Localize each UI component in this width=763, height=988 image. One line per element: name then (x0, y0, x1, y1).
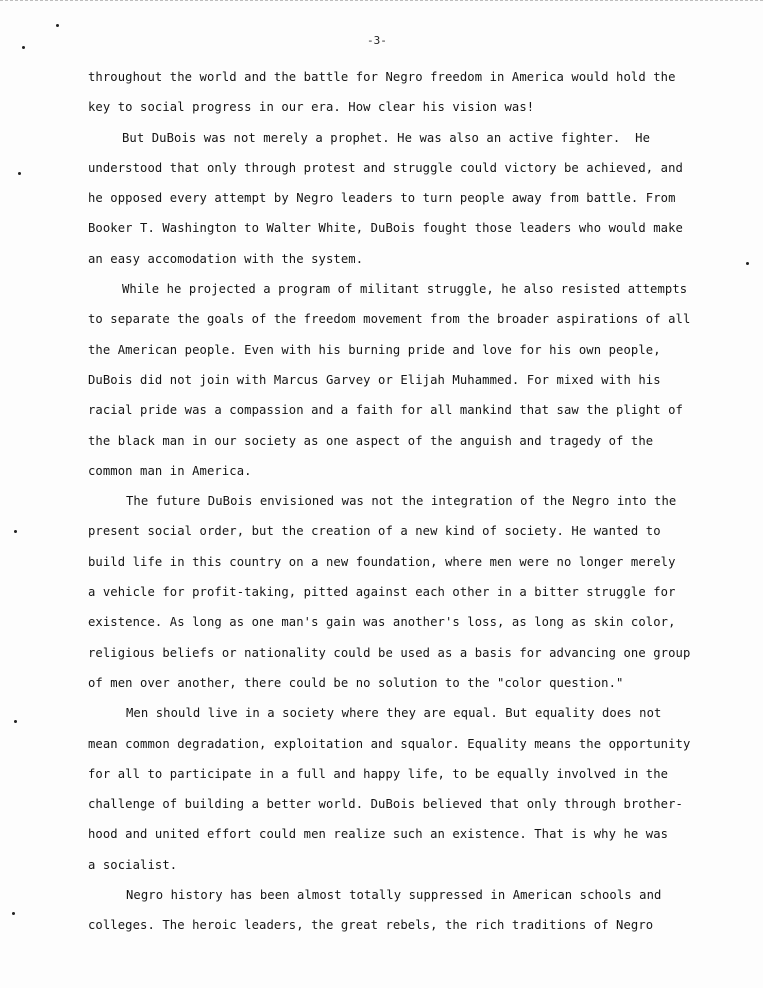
text-line: the American people. Even with his burning pride and love for his own people, (88, 342, 661, 357)
paragraph-first-line: Negro history has been almost totally suppressed in American schools and (126, 888, 662, 903)
body-text (88, 62, 728, 941)
paragraph-first-line: The future DuBois envisioned was not the integration of the Negro into the (126, 494, 677, 509)
text-line: a socialist. (88, 857, 178, 872)
scan-speck (14, 720, 17, 723)
scan-speck (56, 24, 59, 27)
page-number: -3- (367, 34, 387, 47)
text-line: mean common degradation, exploitation and squalor. Equality means the opportunity (88, 736, 691, 751)
text-line: challenge of building a better world. DuBois believed that only through brother- (88, 797, 683, 812)
text-line: hood and united effort could men realize such an existence. That is why he was (88, 827, 669, 842)
paragraph-first-line: While he projected a program of militant struggle, he also resisted attempts (122, 282, 688, 297)
text-line: understood that only through protest and struggle could victory be achieved, and (88, 160, 683, 175)
text-line: existence. As long as one man's gain was another's loss, as long as skin color, (88, 615, 676, 630)
scan-speck (18, 172, 21, 175)
text-line: he opposed every attempt by Negro leaders to turn people away from battle. From (88, 191, 676, 206)
text-line: key to social progress in our era. How clear his vision was! (88, 100, 535, 115)
text-line: a vehicle for profit-taking, pitted against each other in a bitter struggle for (88, 585, 676, 600)
paragraph-first-line: But DuBois was not merely a prophet. He was also an active fighter. He (122, 130, 651, 145)
text-line: throughout the world and the battle for Negro freedom in America would hold the (88, 70, 676, 84)
text-line: common man in America. (88, 463, 252, 478)
text-line: colleges. The heroic leaders, the great rebels, the rich traditions of Negro (88, 918, 654, 933)
text-line: build life in this country on a new foundation, where men were no longer merely (88, 554, 676, 569)
text-line: racial pride was a compassion and a faith for all mankind that saw the plight of (88, 403, 683, 418)
text-line: of men over another, there could be no solution to the "color question." (88, 675, 624, 690)
paragraph-first-line: Men should live in a society where they are equal. But equality does not (126, 706, 662, 721)
scan-speck (12, 912, 15, 915)
text-line: the black man in our society as one aspect of the anguish and tragedy of the (88, 433, 654, 448)
text-line: Booker T. Washington to Walter White, DuBois fought those leaders who would make (88, 221, 683, 236)
scan-speck (14, 530, 17, 533)
scan-speck (746, 262, 749, 265)
text-line: present social order, but the creation of a new kind of society. He wanted to (88, 524, 661, 539)
page-top-edge (0, 0, 763, 1)
text-line: to separate the goals of the freedom movement from the broader aspirations of all (88, 312, 691, 327)
text-line: an easy accomodation with the system. (88, 251, 364, 266)
text-line: religious beliefs or nationality could be used as a basis for advancing one group (88, 645, 691, 660)
text-line: for all to participate in a full and happy life, to be equally involved in the (88, 766, 669, 781)
text-line: DuBois did not join with Marcus Garvey or Elijah Muhammed. For mixed with his (88, 372, 661, 387)
scan-speck (22, 46, 25, 49)
